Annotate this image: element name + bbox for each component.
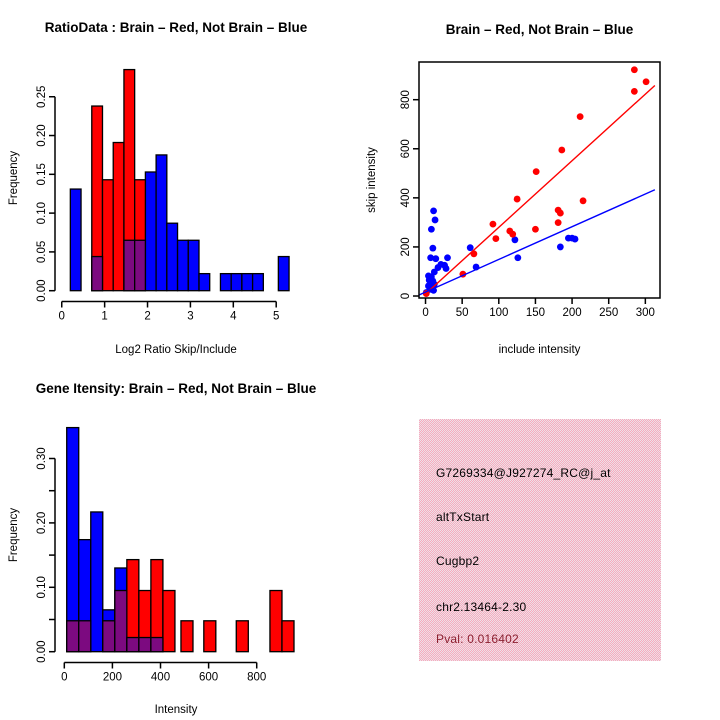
svg-text:400: 400 <box>150 671 171 684</box>
svg-text:0: 0 <box>61 671 68 684</box>
svg-text:1: 1 <box>101 310 108 323</box>
gene-info-panel <box>360 360 720 720</box>
svg-text:300: 300 <box>635 307 655 319</box>
svg-text:0: 0 <box>400 292 412 300</box>
svg-text:0.10: 0.10 <box>36 576 48 599</box>
ratio-histogram-chart <box>0 0 360 360</box>
svg-text:0: 0 <box>422 307 429 319</box>
svg-text:0.10: 0.10 <box>36 201 48 225</box>
svg-text:250: 250 <box>599 307 619 319</box>
ratio-histogram-ylabel: Frequency <box>8 150 20 206</box>
intensity-scatter-xlabel: include intensity <box>498 344 581 356</box>
gene-intensity-histogram-xlabel: Intensity <box>154 704 198 716</box>
event-type-text: altTxStart <box>436 510 490 524</box>
svg-text:800: 800 <box>400 90 412 110</box>
svg-text:2: 2 <box>144 310 151 323</box>
gene-intensity-histogram-ylabel: Frequency <box>8 507 20 563</box>
gene-intensity-histogram-panel <box>0 360 360 720</box>
svg-text:0.20: 0.20 <box>36 124 48 147</box>
svg-text:0: 0 <box>58 310 65 323</box>
pval-text: Pval: 0.016402 <box>436 632 519 646</box>
gene-intensity-histogram-chart <box>0 360 360 720</box>
svg-text:5: 5 <box>272 310 280 323</box>
svg-text:100: 100 <box>489 307 509 319</box>
svg-text:4: 4 <box>230 310 237 323</box>
svg-text:800: 800 <box>247 671 267 684</box>
svg-text:600: 600 <box>199 671 219 684</box>
gene-intensity-histogram-title: Gene Itensity: Brain – Red, Not Brain – Blue <box>35 381 317 396</box>
ratio-histogram-title: RatioData : Brain – Red, Not Brain – Blue <box>44 20 308 35</box>
gene-name-text: Cugbp2 <box>436 554 480 568</box>
svg-text:600: 600 <box>400 139 412 159</box>
chromosome-location-text: chr2.13464-2.30 <box>436 600 527 614</box>
svg-text:0.00: 0.00 <box>36 279 48 302</box>
svg-text:0.00: 0.00 <box>36 640 48 663</box>
svg-text:150: 150 <box>525 307 546 319</box>
ratio-histogram-xlabel: Log2 Ratio Skip/Include <box>115 344 237 356</box>
intensity-scatter-ylabel: skip intensity <box>366 147 378 213</box>
gene-info-box <box>419 419 661 661</box>
svg-text:0.20: 0.20 <box>36 511 48 535</box>
svg-text:200: 200 <box>102 671 123 684</box>
svg-text:0.05: 0.05 <box>36 240 48 264</box>
svg-text:400: 400 <box>400 188 412 208</box>
svg-text:200: 200 <box>400 237 412 257</box>
intensity-scatter-panel <box>360 0 720 360</box>
intensity-scatter-title: Brain – Red, Not Brain – Blue <box>445 22 634 37</box>
svg-text:50: 50 <box>455 307 469 319</box>
probe-id-text: G7269334@J927274_RC@j_at <box>436 466 611 480</box>
intensity-scatter-chart <box>360 0 720 360</box>
svg-text:0.30: 0.30 <box>36 447 48 470</box>
ratio-histogram-panel <box>0 0 360 360</box>
svg-text:200: 200 <box>562 307 582 319</box>
svg-text:0.25: 0.25 <box>36 85 48 108</box>
svg-text:3: 3 <box>187 310 194 323</box>
svg-text:0.15: 0.15 <box>36 163 48 186</box>
